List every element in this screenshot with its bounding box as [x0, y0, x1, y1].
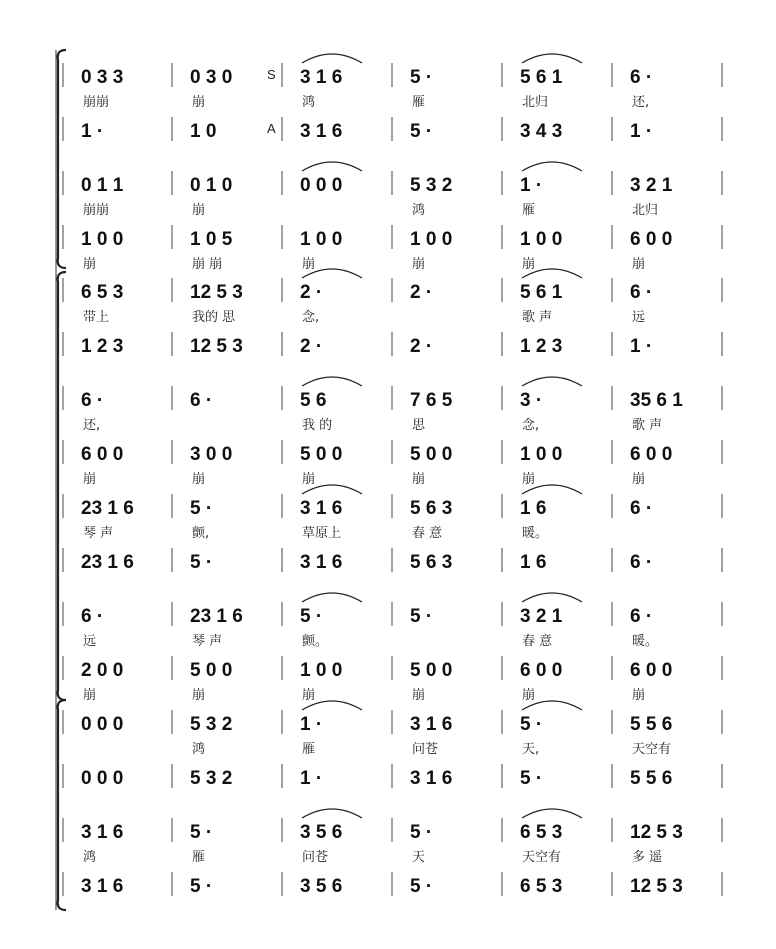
- rehearsal-mark: A: [267, 121, 276, 136]
- measure-lyric: 雁: [192, 850, 206, 865]
- measure-notes: 5 0 0: [300, 444, 343, 465]
- measure-lyric: 远: [632, 310, 646, 325]
- measure-lyric: 崩: [632, 688, 646, 703]
- measure-lyric: 我 的: [302, 418, 333, 433]
- measure-notes: 5 ·: [300, 606, 323, 627]
- measure-notes: 6 ·: [630, 498, 653, 519]
- measure-lyric: 远: [83, 634, 97, 649]
- measure-notes: 3 5 6: [300, 822, 343, 843]
- measure-notes: 1 0: [190, 121, 217, 142]
- measure-notes: 2 ·: [410, 282, 433, 303]
- system-brace-2: [58, 700, 66, 910]
- measure-notes: 3 ·: [520, 390, 543, 411]
- measure-lyric: 思: [412, 418, 426, 433]
- measure-notes: 5 ·: [190, 822, 213, 843]
- measure-notes: 5 6 1: [520, 282, 563, 303]
- measure-notes: 1 0 0: [300, 229, 343, 250]
- system-brace-0: [58, 50, 66, 268]
- slur-arc: [302, 809, 362, 818]
- measure-notes: 3 1 6: [81, 822, 124, 843]
- measure-notes: 1 ·: [81, 121, 104, 142]
- measure-notes: 1 ·: [630, 121, 653, 142]
- measure-lyric: 我的 思: [192, 310, 236, 325]
- measure-notes: 6 0 0: [630, 660, 673, 681]
- measure-notes: 5 ·: [520, 768, 543, 789]
- measure-lyric: 鸿: [302, 95, 316, 110]
- measure-notes: 5 ·: [410, 876, 433, 897]
- measure-lyric: 崩: [83, 688, 97, 703]
- measure-notes: 1 0 0: [81, 229, 124, 250]
- measure-notes: 6 ·: [81, 606, 104, 627]
- rehearsal-mark: S: [267, 67, 276, 82]
- measure-notes: 5 0 0: [410, 444, 453, 465]
- measure-lyric: 鸿: [412, 203, 426, 218]
- measure-notes: 0 0 0: [81, 714, 124, 735]
- measure-lyric: 崩: [632, 257, 646, 272]
- measure-notes: 6 ·: [81, 390, 104, 411]
- measure-notes: 3 2 1: [630, 175, 673, 196]
- measure-lyric: 崩: [192, 688, 206, 703]
- measure-notes: 1 ·: [300, 768, 323, 789]
- measure-notes: 5 6 3: [410, 552, 453, 573]
- measure-lyric: 天: [412, 850, 426, 865]
- slur-arc: [522, 593, 582, 602]
- measure-notes: 2 ·: [300, 282, 323, 303]
- measure-notes: 12 5 3: [190, 336, 243, 357]
- measure-lyric: 崩: [522, 688, 536, 703]
- measure-lyric: 崩: [192, 203, 206, 218]
- measure-lyric: 带上: [83, 310, 110, 325]
- measure-lyric: 崩 崩: [192, 257, 223, 272]
- measure-lyric: 崩: [412, 472, 426, 487]
- measure-lyric: 颤,: [192, 526, 210, 541]
- measure-notes: 5 5 6: [630, 714, 673, 735]
- measure-notes: 6 ·: [630, 552, 653, 573]
- measure-lyric: 琴 声: [83, 526, 114, 541]
- measure-notes: 1 2 3: [520, 336, 563, 357]
- measure-notes: 1 0 0: [520, 229, 563, 250]
- measure-lyric: 崩: [302, 257, 316, 272]
- measure-lyric: 雁: [522, 203, 536, 218]
- measure-notes: 3 5 6: [300, 876, 343, 897]
- measure-lyric: 崩崩: [83, 203, 110, 218]
- measure-notes: 5 ·: [410, 121, 433, 142]
- measure-notes: 12 5 3: [630, 876, 683, 897]
- measure-lyric: 天空有: [522, 850, 562, 865]
- measure-lyric: 雁: [412, 95, 426, 110]
- measure-notes: 6 0 0: [520, 660, 563, 681]
- measure-lyric: 崩: [83, 472, 97, 487]
- measure-notes: 6 ·: [190, 390, 213, 411]
- measure-notes: 5 6: [300, 390, 327, 411]
- measure-notes: 6 0 0: [81, 444, 124, 465]
- measure-notes: 3 1 6: [410, 714, 453, 735]
- measure-notes: 0 0 0: [81, 768, 124, 789]
- measure-lyric: 还,: [632, 95, 650, 110]
- measure-notes: 1 0 0: [410, 229, 453, 250]
- measure-notes: 1 ·: [300, 714, 323, 735]
- measure-lyric: 崩: [192, 472, 206, 487]
- measure-lyric: 问苍: [412, 742, 439, 757]
- measure-notes: 5 6 1: [520, 67, 563, 88]
- measure-notes: 0 1 1: [81, 175, 124, 196]
- measure-notes: 12 5 3: [190, 282, 243, 303]
- measure-lyric: 天空有: [632, 742, 672, 757]
- measure-lyric: 草原上: [302, 526, 342, 541]
- measure-notes: 2 0 0: [81, 660, 124, 681]
- measure-notes: 1 ·: [630, 336, 653, 357]
- measure-lyric: 崩: [192, 95, 206, 110]
- measure-lyric: 歌 声: [632, 418, 663, 433]
- slur-arc: [522, 162, 582, 171]
- measure-notes: 5 3 2: [410, 175, 453, 196]
- measure-notes: 3 1 6: [81, 876, 124, 897]
- measure-notes: 3 1 6: [300, 67, 343, 88]
- measure-notes: 2 ·: [300, 336, 323, 357]
- measure-lyric: 崩: [302, 472, 316, 487]
- measure-notes: 5 6 3: [410, 498, 453, 519]
- measure-lyric: 多 遥: [632, 850, 663, 865]
- measure-notes: 5 3 2: [190, 768, 233, 789]
- measure-lyric: 崩: [412, 257, 426, 272]
- measure-notes: 5 3 2: [190, 714, 233, 735]
- measure-notes: 3 4 3: [520, 121, 563, 142]
- measure-notes: 5 ·: [520, 714, 543, 735]
- measure-notes: 6 0 0: [630, 229, 673, 250]
- measure-lyric: 崩: [522, 257, 536, 272]
- measure-notes: 6 5 3: [520, 822, 563, 843]
- measure-lyric: 崩: [302, 688, 316, 703]
- measure-lyric: 歌 声: [522, 310, 553, 325]
- measure-notes: 3 1 6: [410, 768, 453, 789]
- measure-notes: 3 0 0: [190, 444, 233, 465]
- measure-notes: 0 3 3: [81, 67, 124, 88]
- measure-notes: 6 5 3: [81, 282, 124, 303]
- measure-lyric: 天,: [522, 742, 540, 757]
- measure-notes: 0 0 0: [300, 175, 343, 196]
- measure-notes: 6 ·: [630, 282, 653, 303]
- measure-lyric: 春 意: [412, 526, 443, 541]
- measure-notes: 6 5 3: [520, 876, 563, 897]
- measure-lyric: 鸿: [192, 742, 206, 757]
- measure-lyric: 崩: [522, 472, 536, 487]
- measure-lyric: 琴 声: [192, 634, 223, 649]
- measure-lyric: 问苍: [302, 850, 329, 865]
- measure-notes: 1 6: [520, 552, 547, 573]
- measure-notes: 23 1 6: [190, 606, 243, 627]
- measure-lyric: 念,: [522, 418, 540, 433]
- measure-lyric: 暖。: [522, 526, 549, 541]
- slur-arc: [302, 54, 362, 63]
- measure-notes: 3 1 6: [300, 498, 343, 519]
- measure-notes: 23 1 6: [81, 552, 134, 573]
- measure-lyric: 暖。: [632, 634, 659, 649]
- measure-notes: 5 ·: [410, 822, 433, 843]
- measure-notes: 6 0 0: [630, 444, 673, 465]
- measure-notes: 3 1 6: [300, 121, 343, 142]
- measure-lyric: 北归: [522, 95, 549, 110]
- measure-notes: 6 ·: [630, 67, 653, 88]
- slur-arc: [302, 162, 362, 171]
- measure-notes: 5 ·: [190, 552, 213, 573]
- measure-notes: 12 5 3: [630, 822, 683, 843]
- measure-lyric: 念,: [302, 310, 320, 325]
- measure-notes: 0 3 0: [190, 67, 233, 88]
- slur-arc: [522, 54, 582, 63]
- measure-notes: 0 1 0: [190, 175, 233, 196]
- measure-notes: 5 0 0: [190, 660, 233, 681]
- measure-notes: 23 1 6: [81, 498, 134, 519]
- measure-notes: 1 0 0: [520, 444, 563, 465]
- measure-notes: 5 5 6: [630, 768, 673, 789]
- measure-notes: 5 0 0: [410, 660, 453, 681]
- measure-notes: 5 ·: [410, 67, 433, 88]
- measure-lyric: 雁: [302, 742, 316, 757]
- measure-lyric: 崩崩: [83, 95, 110, 110]
- measure-lyric: 颤。: [302, 634, 329, 649]
- slur-arc: [302, 593, 362, 602]
- measure-notes: 1 2 3: [81, 336, 124, 357]
- measure-lyric: 还,: [83, 418, 101, 433]
- measure-lyric: 北归: [632, 203, 659, 218]
- measure-notes: 3 2 1: [520, 606, 563, 627]
- measure-lyric: 春 意: [522, 634, 553, 649]
- measure-notes: 5 ·: [410, 606, 433, 627]
- measure-notes: 5 ·: [190, 876, 213, 897]
- measure-notes: 1 0 5: [190, 229, 233, 250]
- measure-notes: 35 6 1: [630, 390, 683, 411]
- measure-notes: 6 ·: [630, 606, 653, 627]
- measure-notes: 5 ·: [190, 498, 213, 519]
- measure-notes: 7 6 5: [410, 390, 453, 411]
- measure-notes: 1 0 0: [300, 660, 343, 681]
- measure-notes: 2 ·: [410, 336, 433, 357]
- slur-arc: [522, 809, 582, 818]
- slur-arc: [302, 377, 362, 386]
- measure-notes: 1 6: [520, 498, 547, 519]
- measure-lyric: 鸿: [83, 850, 97, 865]
- measure-notes: 1 ·: [520, 175, 543, 196]
- measure-lyric: 崩: [632, 472, 646, 487]
- system-brace-1: [58, 272, 66, 700]
- measure-lyric: 崩: [412, 688, 426, 703]
- slur-arc: [522, 377, 582, 386]
- measure-lyric: 崩: [83, 257, 97, 272]
- measure-notes: 3 1 6: [300, 552, 343, 573]
